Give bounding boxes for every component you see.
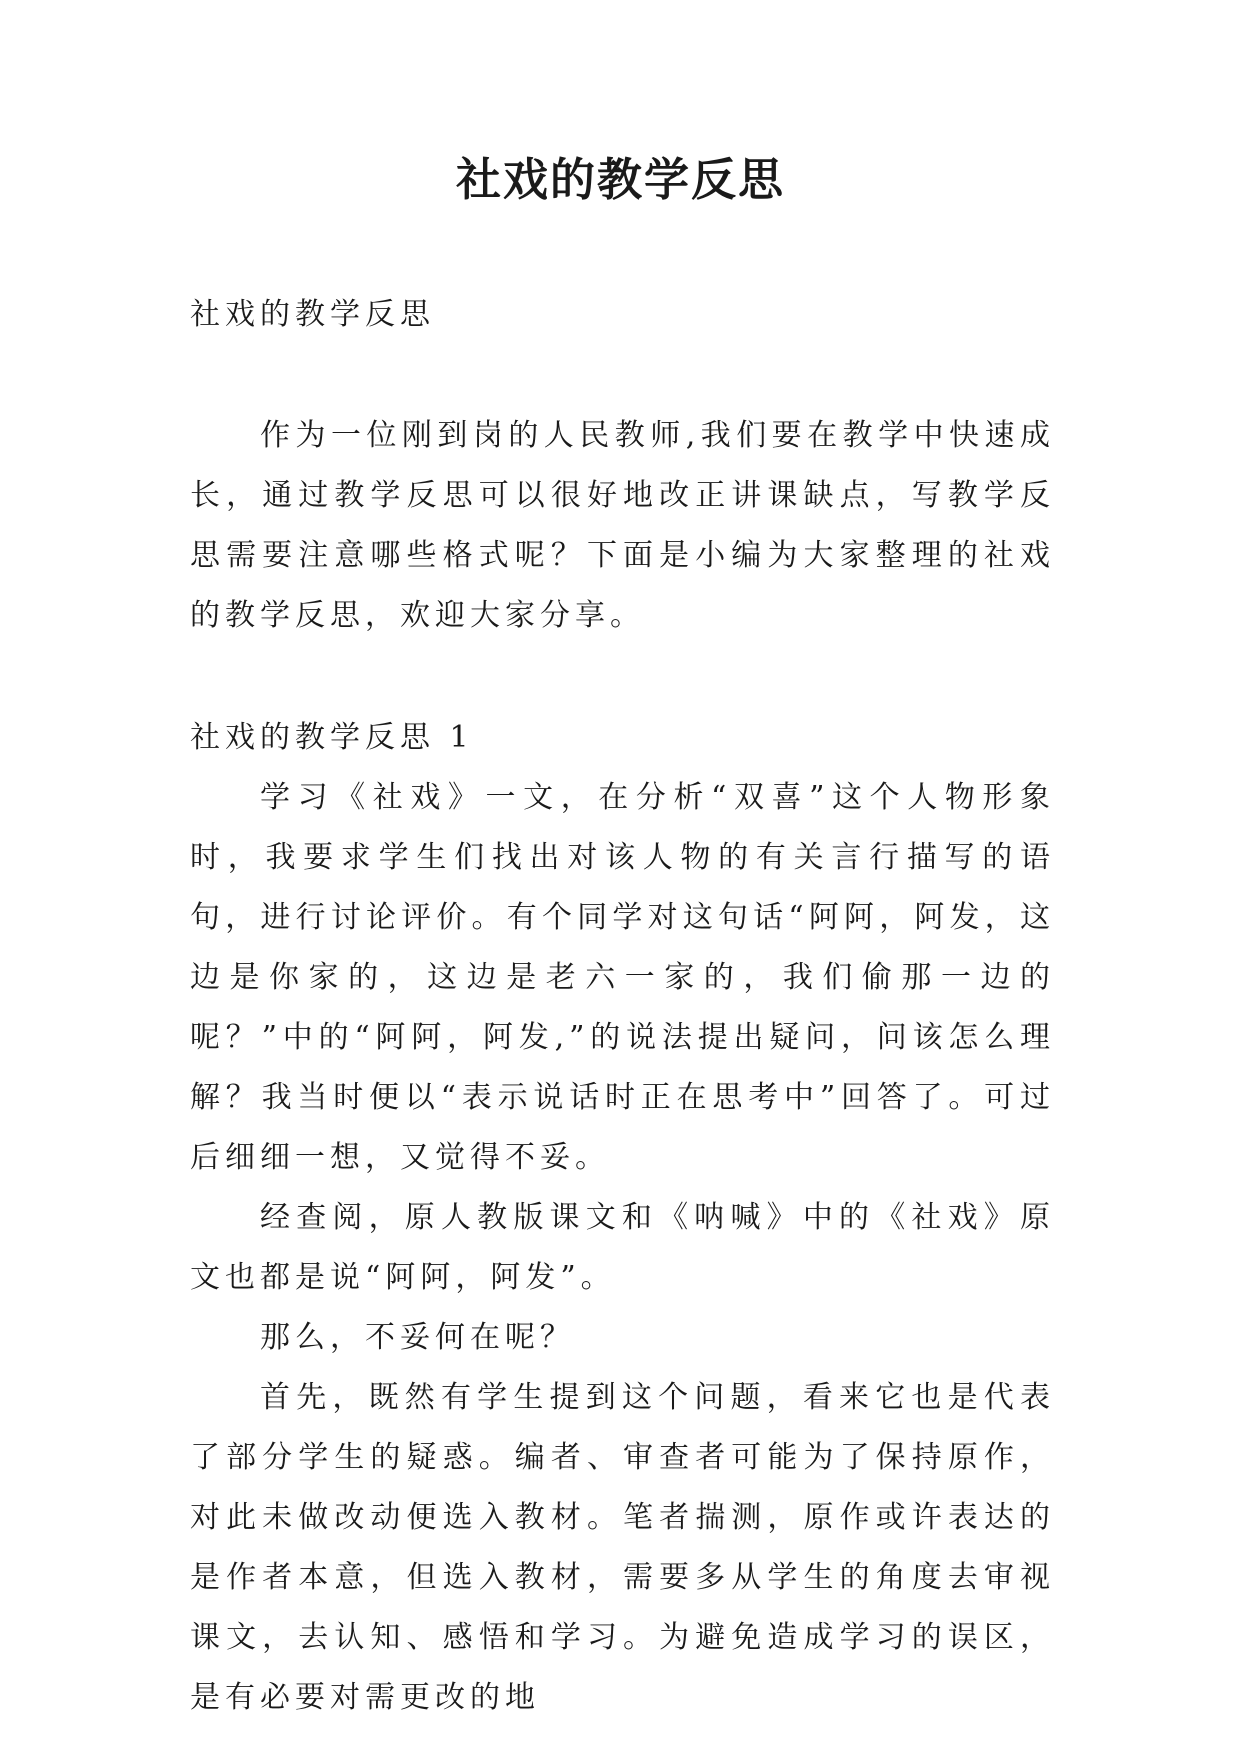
document-body <box>190 285 1055 1728</box>
body-paragraph: 经查阅，原人教版课文和《呐喊》中的《社戏》原文也都是说“阿阿，阿发”。 <box>190 1200 1055 1295</box>
document-title: 社戏的教学反思 <box>455 153 785 206</box>
intro-paragraph: 作为一位刚到岗的人民教师,我们要在教学中快速成长，通过教学反思可以很好地改正讲课缺点，写教学反思需要注意哪些格式呢？下面是小编为大家整理的社戏的教学反思，欢迎大家分享。 <box>190 418 1055 633</box>
section-heading: 社戏的教学反思 1 <box>190 720 474 755</box>
body-paragraph: 那么，不妥何在呢？ <box>260 1320 575 1355</box>
body-paragraph: 首先，既然有学生提到这个问题，看来它也是代表了部分学生的疑惑。编者、审查者可能为了保持原作，对此未做改动便选入教材。笔者揣测，原作或许表达的是作者本意，但选入教材，需要多从学生的角度去审视课文，去认知、感悟和学习。为避免造成学习的误区，是有必要对需更改的地 <box>190 1380 1055 1715</box>
document-subtitle: 社戏的教学反思 <box>190 297 435 332</box>
body-paragraph: 学习《社戏》一文，在分析“双喜”这个人物形象时，我要求学生们找出对该人物的有关言行描写的语句，进行讨论评价。有个同学对这句话“阿阿，阿发，这边是你家的，这边是老六一家的，我们偷那一边的呢？”中的“阿阿，阿发,”的说法提出疑问，问该怎么理解？我当时便以“表示说话时正在思考中”回答了。可过后细细一想，又觉得不妥。 <box>190 780 1055 1175</box>
